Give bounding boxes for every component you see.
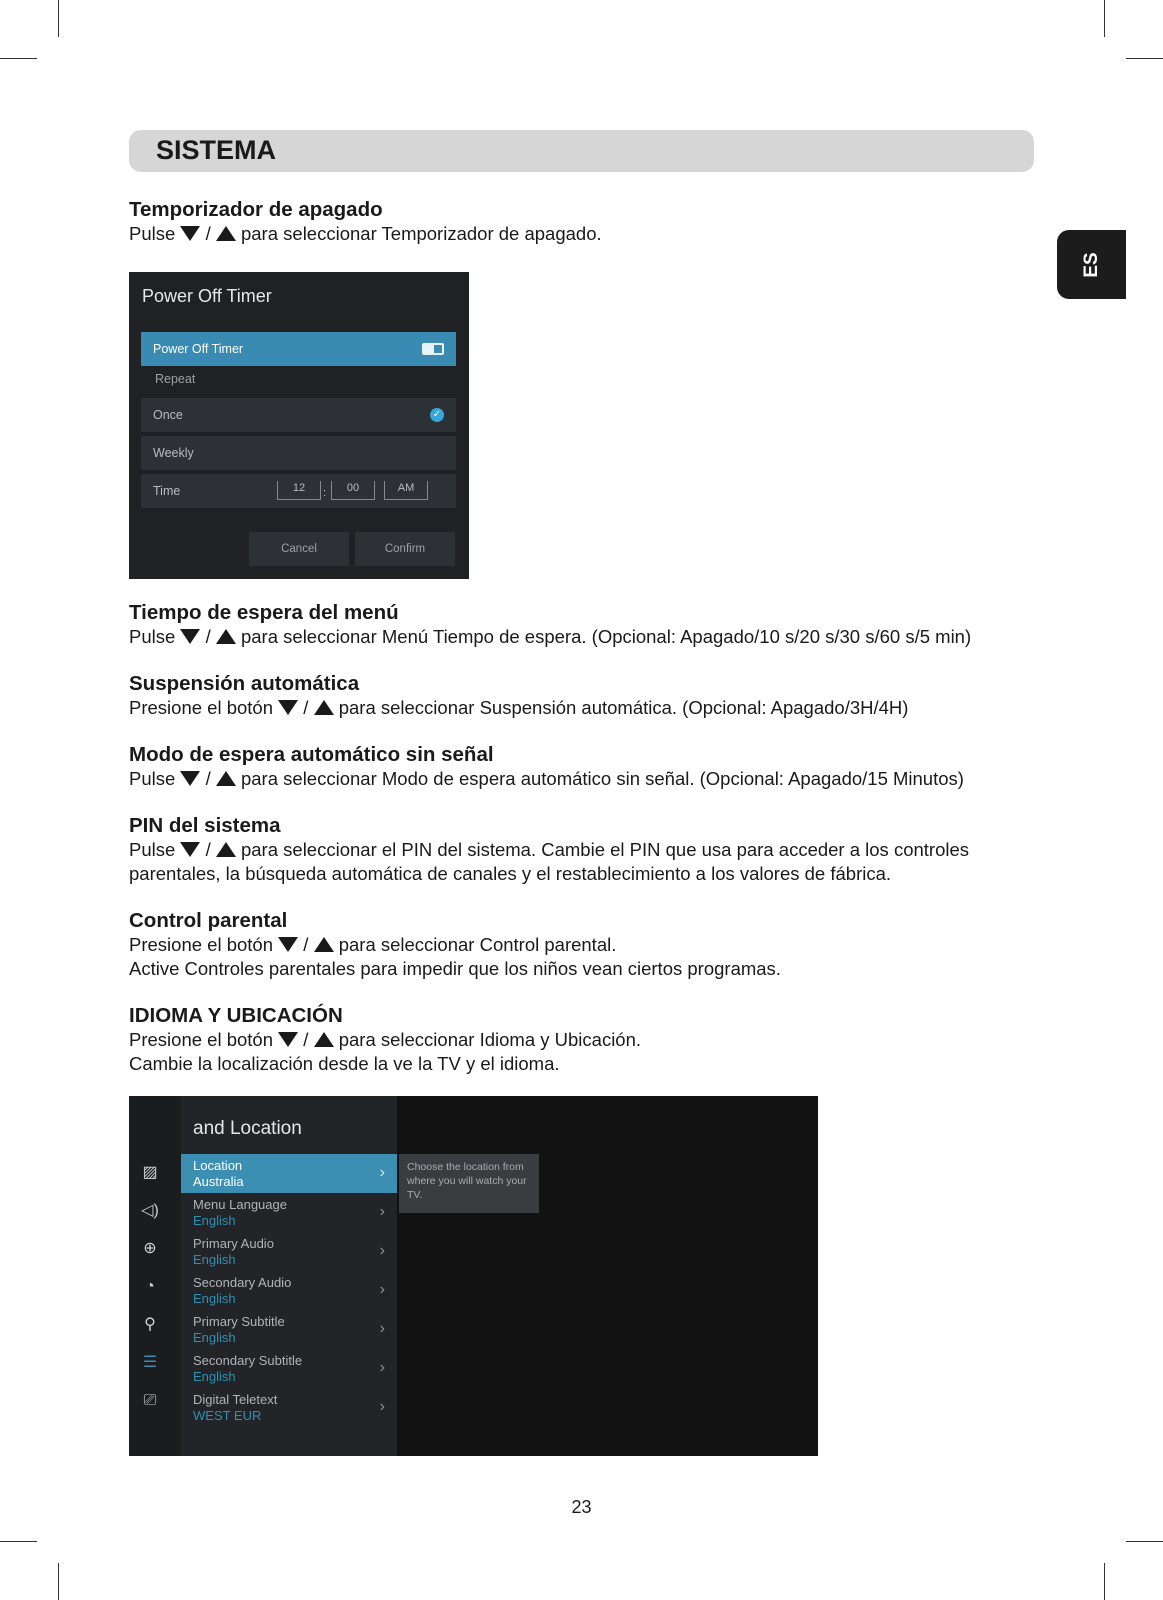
- arrow-up-icon: [216, 629, 236, 644]
- section-language-location: [129, 1004, 1049, 1076]
- time-row[interactable]: [141, 474, 456, 508]
- section-heading: Tiempo de espera del menú: [129, 601, 399, 624]
- settings-icon-rail: [129, 1096, 181, 1456]
- power-off-timer-screenshot: [129, 272, 469, 579]
- section-auto-sleep: [129, 672, 1049, 720]
- picture-icon[interactable]: ▨: [142, 1164, 158, 1181]
- tv-icon[interactable]: ⎚: [143, 1392, 157, 1409]
- item-value: WEST EUR: [193, 1408, 262, 1423]
- page-number: 23: [571, 1497, 592, 1517]
- panel-title: and Location: [193, 1118, 302, 1139]
- arrow-down-icon: [180, 226, 200, 241]
- section-text: Pulse / para seleccionar el PIN del sistema. Cambie el PIN que usa para acceder a los controles: [129, 839, 970, 860]
- arrow-down-icon: [180, 771, 200, 786]
- item-label: Secondary Subtitle: [193, 1353, 303, 1368]
- arrow-up-icon: [314, 700, 334, 715]
- section-text: Pulse / para seleccionar Modo de espera automático sin señal. (Opcional: Apagado/15 Minutos): [129, 768, 964, 789]
- item-label: Menu Language: [193, 1197, 287, 1212]
- ampm-field[interactable]: AM: [384, 481, 428, 500]
- section-text: Presione el botón / para seleccionar Idioma y Ubicación.: [129, 1029, 642, 1050]
- item-label: Digital Teletext: [193, 1392, 278, 1407]
- sound-icon[interactable]: ◁): [141, 1202, 159, 1219]
- arrow-down-icon: [180, 629, 200, 644]
- section-text-line2: parentales, la búsqueda automática de canales y el restablecimiento a los valores de fábrica.: [129, 863, 892, 884]
- section-no-signal-standby: [129, 743, 1049, 791]
- menu-item-digital-teletext[interactable]: [181, 1388, 397, 1427]
- language-tab-label: ES: [1080, 251, 1102, 278]
- section-text: Presione el botón / para seleccionar Control parental.: [129, 934, 617, 955]
- item-label: Location: [193, 1158, 243, 1173]
- section-parental-control: [129, 909, 1049, 981]
- chevron-right-icon: ›: [379, 1164, 385, 1181]
- chevron-right-icon: ›: [379, 1359, 385, 1376]
- section-text: Pulse / para seleccionar Menú Tiempo de espera. (Opcional: Apagado/10 s/20 s/30 s/60 s/5 min): [129, 626, 972, 647]
- arrow-down-icon: [180, 842, 200, 857]
- check-icon: ✓: [430, 408, 444, 422]
- menu-item-primary-subtitle[interactable]: [181, 1310, 397, 1349]
- crop-mark: [1126, 58, 1163, 59]
- item-value: Australia: [193, 1174, 244, 1189]
- section-heading: PIN del sistema: [129, 814, 281, 837]
- arrow-down-icon: [278, 937, 298, 952]
- arrow-down-icon: [278, 1032, 298, 1047]
- hour-field[interactable]: 12: [277, 481, 321, 500]
- section-heading: Modo de espera automático sin señal: [129, 743, 494, 766]
- chevron-right-icon: ›: [379, 1320, 385, 1337]
- section-text-line2: Cambie la localización desde la ve la TV y el idioma.: [129, 1053, 560, 1074]
- option-weekly[interactable]: [141, 436, 456, 470]
- section-system-pin: [129, 814, 1049, 886]
- confirm-button[interactable]: Confirm: [355, 532, 455, 566]
- minute-field[interactable]: 00: [331, 481, 375, 500]
- chevron-right-icon: ›: [379, 1281, 385, 1298]
- crop-mark: [0, 58, 37, 59]
- crop-mark: [1104, 0, 1105, 37]
- menu-item-secondary-audio[interactable]: [181, 1271, 397, 1310]
- row-label: Power Off Timer: [153, 342, 244, 356]
- crop-mark: [1104, 1563, 1105, 1600]
- option-label: Once: [153, 408, 183, 422]
- menu-item-menu-language[interactable]: [181, 1193, 397, 1232]
- repeat-label: Repeat: [155, 372, 196, 386]
- crop-mark: [1126, 1541, 1163, 1542]
- help-tooltip: Choose the location from where you will watch your TV.: [399, 1154, 539, 1213]
- item-value: English: [193, 1330, 236, 1345]
- crop-mark: [0, 1541, 37, 1542]
- arrow-up-icon: [216, 842, 236, 857]
- time-label: Time: [153, 484, 181, 498]
- menu-item-secondary-subtitle[interactable]: [181, 1349, 397, 1388]
- section-text: Presione el botón / para seleccionar Suspensión automática. (Opcional: Apagado/3H/4H): [129, 697, 909, 718]
- section-menu-timeout: [129, 601, 1049, 649]
- section-title: SISTEMA: [156, 135, 277, 165]
- arrow-up-icon: [216, 771, 236, 786]
- section-heading: Suspensión automática: [129, 672, 360, 695]
- arrow-up-icon: [314, 1032, 334, 1047]
- time-colon: :: [323, 487, 327, 499]
- menu-item-primary-audio[interactable]: [181, 1232, 397, 1271]
- section-power-off-timer: [129, 198, 1049, 246]
- item-label: Primary Audio: [193, 1236, 274, 1251]
- chevron-right-icon: ›: [379, 1242, 385, 1259]
- item-label: Secondary Audio: [193, 1275, 292, 1290]
- power-off-timer-toggle-row[interactable]: [141, 332, 456, 366]
- dialog-title: Power Off Timer: [142, 286, 272, 306]
- language-tab: [1057, 230, 1126, 299]
- chevron-right-icon: ›: [379, 1398, 385, 1415]
- item-value: English: [193, 1291, 236, 1306]
- arrow-up-icon: [314, 937, 334, 952]
- section-text: Pulse / para seleccionar Temporizador de apagado.: [129, 223, 602, 244]
- item-value: English: [193, 1369, 236, 1384]
- toggle-switch-icon[interactable]: [422, 343, 444, 355]
- section-header-bar: [129, 130, 1034, 172]
- option-once[interactable]: [141, 398, 456, 432]
- option-label: Weekly: [153, 446, 194, 460]
- item-label: Primary Subtitle: [193, 1314, 285, 1329]
- arrow-up-icon: [216, 226, 236, 241]
- section-text-line2: Active Controles parentales para impedir que los niños vean ciertos programas.: [129, 958, 781, 979]
- item-value: English: [193, 1213, 236, 1228]
- section-heading: IDIOMA Y UBICACIÓN: [129, 1004, 343, 1027]
- antenna-icon[interactable]: ⚲: [144, 1316, 156, 1333]
- cancel-button[interactable]: Cancel: [249, 532, 349, 566]
- network-icon[interactable]: ⊕: [143, 1240, 157, 1257]
- speed-icon[interactable]: ◔: [145, 1278, 155, 1295]
- section-heading: Temporizador de apagado: [129, 198, 383, 221]
- language-location-screenshot: [129, 1096, 818, 1456]
- menu-item-location[interactable]: [181, 1154, 397, 1193]
- crop-mark: [58, 0, 59, 37]
- item-value: English: [193, 1252, 236, 1267]
- section-heading: Control parental: [129, 909, 288, 932]
- chevron-right-icon: ›: [379, 1203, 385, 1220]
- crop-mark: [58, 1563, 59, 1600]
- arrow-down-icon: [278, 700, 298, 715]
- list-icon[interactable]: ☰: [142, 1354, 158, 1371]
